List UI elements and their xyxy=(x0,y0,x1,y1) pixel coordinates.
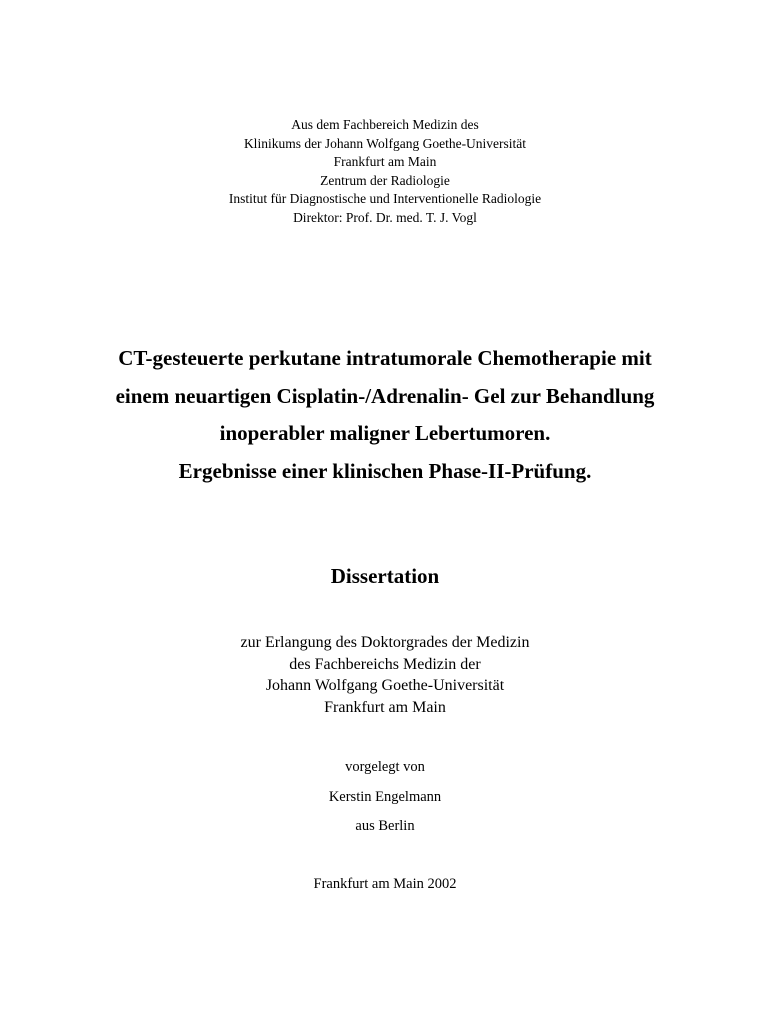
submitted-by-label xyxy=(0,757,770,777)
institution-line: Zentrum der Radiologie xyxy=(320,172,450,188)
purpose-line: des Fachbereichs Medizin der xyxy=(289,655,481,673)
title-line: Ergebnisse einer klinischen Phase-II-Prüfung. xyxy=(178,458,592,483)
title-line: CT-gesteuerte perkutane intratumorale Chemotherapie mit xyxy=(118,346,652,370)
institution-line: Klinikums der Johann Wolfgang Goethe-Universität xyxy=(243,135,527,151)
document-type-label: Dissertation xyxy=(330,564,440,588)
title-line: inoperabler maligner Lebertumoren. xyxy=(219,421,551,445)
degree-purpose xyxy=(0,632,770,718)
submitted-by-text: vorgelegt von xyxy=(345,759,425,775)
purpose-line: Johann Wolfgang Goethe-Universität xyxy=(265,677,505,694)
institution-header xyxy=(0,116,770,227)
institution-line: Aus dem Fachbereich Medizin des xyxy=(291,117,479,132)
author-name xyxy=(0,787,770,807)
origin-text: aus Berlin xyxy=(355,818,415,834)
author-text: Kerstin Engelmann xyxy=(328,789,442,805)
institution-line: Direktor: Prof. Dr. med. T. J. Vogl xyxy=(293,209,477,225)
purpose-line: zur Erlangung des Doktorgrades der Medizin xyxy=(240,634,530,651)
purpose-line: Frankfurt am Main xyxy=(324,698,446,716)
title-line: einem neuartigen Cisplatin-/Adrenalin- Gel zur Behandlung xyxy=(115,383,655,408)
place-date-text: Frankfurt am Main 2002 xyxy=(313,876,457,892)
institution-line: Frankfurt am Main xyxy=(333,154,437,169)
author-origin xyxy=(0,816,770,836)
dissertation-title xyxy=(0,340,770,490)
place-and-date xyxy=(0,874,770,894)
document-type xyxy=(0,562,770,590)
institution-line: Institut für Diagnostische und Interventionelle Radiologie xyxy=(228,191,542,206)
